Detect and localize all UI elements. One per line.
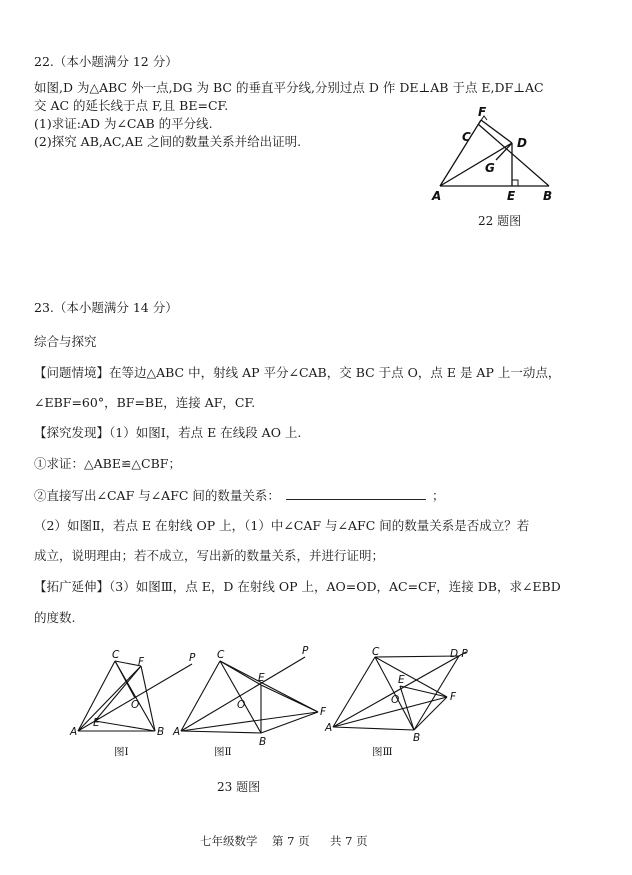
fig1-label-A: A (70, 726, 78, 738)
fig1-label-B: B (157, 726, 165, 738)
q23-extension-b: 的度数. (34, 610, 76, 625)
q22-label-G: G (485, 161, 495, 175)
q23-subtitle: 综合与探究 (34, 334, 97, 349)
fig3-label-B: B (413, 732, 421, 744)
footer-grade: 七年级数学 (200, 834, 258, 848)
q23-problem-context-1: 【问题情境】在等边△ABC 中，射线 AP 平分∠CAB，交 BC 于点 O，点 E 是 AP 上一动点， (34, 365, 561, 380)
q23-problem-context-2: ∠EBF=60°，BF=BE，连接 AF，CF. (34, 395, 256, 410)
q22-line1: 如图,D 为△ABC 外一点,DG 为 BC 的垂直平分线,分别过点 D 作 DE⊥AB 于点 E,DF⊥AC (34, 80, 544, 95)
q23-part1-prove: ①求证：△ABE≌△CBF； (34, 456, 181, 471)
q23-relation-end: ； (431, 488, 445, 503)
q23-relation-prompt: ②直接写出∠CAF 与∠AFC 间的数量关系： (34, 488, 280, 503)
footer-total: 共 7 页 (330, 834, 368, 848)
fig2-label-P: P (302, 645, 309, 657)
fig2-label-E: E (258, 672, 265, 684)
fig3-label-F: F (450, 691, 457, 703)
q22-label-F: F (478, 105, 487, 119)
fig1-label-O: O (131, 699, 140, 711)
fig2-label-B: B (259, 736, 267, 748)
q22-line4: (2)探究 AB,AC,AE 之间的数量关系并给出证明. (34, 134, 302, 149)
q22-label-D: D (517, 136, 527, 150)
q22-label-E: E (507, 189, 516, 203)
fig2-label-A: A (173, 726, 181, 738)
fig3-caption: 图Ⅲ (372, 746, 393, 758)
q23-part2-b: 成立，说明理由；若不成立，写出新的数量关系，并进行证明； (34, 548, 385, 563)
footer-page: 第 7 页 (272, 834, 310, 848)
q23-extension-a: 【拓广延伸】（3）如图Ⅲ，点 E，D 在射线 OP 上，AO=OD，AC=CF，连接 DB，求∠EBD (34, 579, 561, 594)
q23-discovery: 【探究发现】（1）如图Ⅰ，若点 E 在线段 AO 上. (34, 425, 302, 440)
fig3-label-DP: D P (450, 648, 468, 660)
q22-figure-caption: 22 题图 (478, 214, 522, 228)
q22-heading: 22.（本小题满分 12 分） (34, 54, 178, 69)
q22-label-A: A (432, 189, 442, 203)
q22-label-B: B (543, 189, 553, 203)
q22-line3: (1)求证:AD 为∠CAB 的平分线. (34, 116, 213, 131)
fig3-label-A: A (325, 722, 333, 734)
fig2-label-F: F (320, 706, 327, 718)
fig1-label-C: C (112, 649, 120, 661)
q22-label-C: C (462, 130, 471, 144)
fig2-label-O: O (237, 699, 246, 711)
q22-line2: 交 AC 的延长线于点 F,且 BE=CF. (34, 98, 229, 113)
fig1-label-P: P (189, 652, 196, 664)
fig2-caption: 图Ⅱ (214, 746, 232, 758)
q23-part1-relation (34, 487, 444, 504)
fig1-caption: 图Ⅰ (114, 746, 129, 758)
q23-heading: 23.（本小题满分 14 分） (34, 300, 178, 315)
q23-figure-caption: 23 题图 (217, 780, 261, 794)
fig3-label-E: E (398, 674, 405, 686)
fig3-label-O: O (391, 694, 400, 706)
fig1-label-F: F (138, 656, 145, 668)
answer-blank (286, 487, 426, 500)
fig2-label-C: C (217, 649, 225, 661)
q23-part2-a: （2）如图Ⅱ，若点 E 在射线 OP 上，（1）中∠CAF 与∠AFC 间的数量关系是否成立？若 (34, 518, 530, 533)
fig3-label-C: C (372, 646, 380, 658)
fig1-label-E: E (93, 717, 100, 729)
